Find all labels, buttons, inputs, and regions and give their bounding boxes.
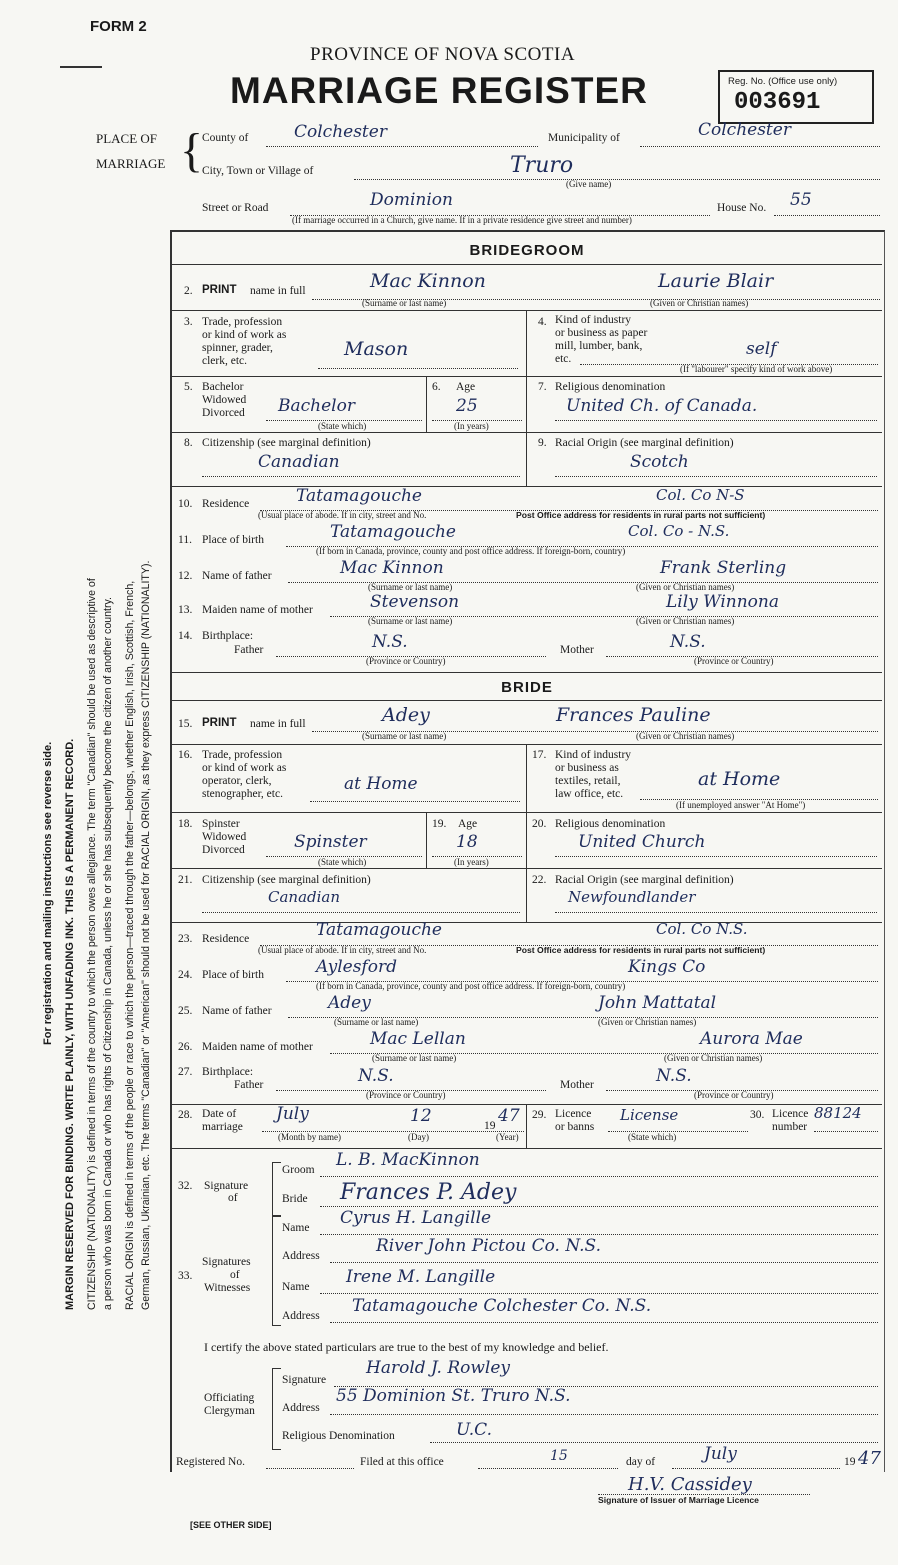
bride-racial-value: Newfoundlander xyxy=(568,888,696,906)
licence-label-2: or banns xyxy=(555,1121,595,1133)
place-of-label: PLACE OF xyxy=(96,131,158,146)
house-label: House No. xyxy=(717,202,767,214)
filed-year-prefix: 19 xyxy=(844,1456,856,1468)
bride-divorced-label: Divorced xyxy=(202,844,245,856)
licence-number-label-2: number xyxy=(772,1121,808,1133)
field-29-number: 29. xyxy=(532,1109,547,1121)
marriage-year: 47 xyxy=(498,1106,520,1126)
groom-bachelor-label: Bachelor xyxy=(202,381,244,393)
groom-bp-father: N.S. xyxy=(372,632,408,652)
field-16-number: 16. xyxy=(178,749,193,761)
give-name-hint: (Give name) xyxy=(566,179,612,189)
witness-2-name: Irene M. Langille xyxy=(346,1267,496,1287)
bride-trade-label-4: stenographer, etc. xyxy=(202,788,283,800)
page-title: MARRIAGE REGISTER xyxy=(230,70,648,111)
bride-residence-hint-a: (Usual place of abode. If in city, street and No. xyxy=(258,945,427,955)
groom-bp-mother: N.S. xyxy=(670,632,706,652)
field-30-number: 30. xyxy=(750,1109,765,1121)
bride-trade-value: at Home xyxy=(344,774,418,794)
clergy-denomination: U.C. xyxy=(456,1420,492,1440)
bride-birthplace-label: Birthplace: xyxy=(202,1066,254,1078)
groom-birth-value: Tatamagouche xyxy=(330,522,456,542)
bride-birth-value: Aylesford xyxy=(316,957,397,977)
groom-citizenship-value: Canadian xyxy=(258,452,340,472)
groom-industry-label-2: or business as paper xyxy=(555,327,648,339)
groom-age-value: 25 xyxy=(456,396,478,416)
w2-address-label: Address xyxy=(282,1310,320,1322)
bride-spinster-label: Spinster xyxy=(202,818,240,830)
witness-bracket xyxy=(272,1216,281,1326)
groom-birthplace-label: Birthplace: xyxy=(202,630,254,642)
margin-racial-2: German, Russian, Ukrainian, etc. The terms "Canadian" or "American" should not be used for RACIAL ORIGIN, as they express CITIZENSHIP (NATIONALITY). xyxy=(140,560,152,1310)
municipality-label: Municipality of xyxy=(548,132,620,144)
bride-birth-label: Place of birth xyxy=(202,969,264,981)
field-4-number: 4. xyxy=(538,316,547,328)
field-17-number: 17. xyxy=(532,749,547,761)
groom-birth-label: Place of birth xyxy=(202,534,264,546)
bride-racial-label: Racial Origin (see marginal definition) xyxy=(555,874,734,886)
bride-trade-label-2: or kind of work as xyxy=(202,762,287,774)
groom-residence-hint-a: (Usual place of abode. If in city, street and No. xyxy=(258,510,427,520)
reg-number: 003691 xyxy=(734,89,821,116)
date-label-2: marriage xyxy=(202,1121,243,1133)
bride-bp-father: N.S. xyxy=(358,1066,394,1086)
bride-age-label: Age xyxy=(458,818,478,830)
bride-mother-surname: Mac Lellan xyxy=(370,1029,466,1049)
field-33-number: 33. xyxy=(178,1270,193,1282)
witness-label-1: Signatures xyxy=(202,1256,251,1268)
bride-birth-hint: (If born in Canada, province, county and post office address. If foreign-born, country) xyxy=(316,981,626,991)
field-9-number: 9. xyxy=(538,437,547,449)
religious-denomination-label: Religious Denomination xyxy=(282,1430,395,1442)
bride-trade-label-1: Trade, profession xyxy=(202,749,283,761)
marriage-month: July xyxy=(276,1104,309,1124)
issuer-label: Signature of Issuer of Marriage Licence xyxy=(598,1495,759,1505)
filed-year: 47 xyxy=(858,1448,881,1469)
bride-bp-mother-label: Mother xyxy=(560,1079,594,1091)
witness-label-3: Witnesses xyxy=(204,1282,251,1294)
signature-label: Signature xyxy=(204,1180,249,1192)
groom-industry-label-3: mill, lumber, bank, xyxy=(555,340,643,352)
bride-signature: Frances P. Adey xyxy=(340,1180,517,1205)
bride-mother-given-hint: (Given or Christian names) xyxy=(664,1053,763,1063)
street-value: Dominion xyxy=(370,190,453,210)
field-27-number: 27. xyxy=(178,1066,193,1078)
bride-father-given-hint: (Given or Christian names) xyxy=(598,1017,697,1027)
witness-1-name: Cyrus H. Langille xyxy=(340,1208,492,1228)
date-label-1: Date of xyxy=(202,1108,237,1120)
w1-address-label: Address xyxy=(282,1250,320,1262)
groom-mother-label: Maiden name of mother xyxy=(202,604,313,616)
clergy-bracket xyxy=(272,1368,281,1450)
house-value: 55 xyxy=(790,190,812,210)
mother-given-hint: (Given or Christian names) xyxy=(636,616,735,626)
bride-industry-label-2: or business as xyxy=(555,762,619,774)
bride-father-surname-hint: (Surname or last name) xyxy=(334,1017,419,1027)
city-value: Truro xyxy=(510,153,574,178)
city-label: City, Town or Village of xyxy=(202,165,314,177)
bride-trade-label-3: operator, clerk, xyxy=(202,775,272,787)
month-hint: (Month by name) xyxy=(278,1132,341,1142)
bride-bp-father-label: Father xyxy=(234,1079,264,1091)
margin-binding-note: MARGIN RESERVED FOR BINDING. WRITE PLAINLY, WITH UNFADING INK. THIS IS A PERMANENT RECORD. xyxy=(64,738,76,1310)
day-hint: (Day) xyxy=(408,1132,429,1142)
bride-residence-county: Col. Co N.S. xyxy=(656,920,748,938)
field-18-number: 18. xyxy=(178,818,193,830)
groom-print-label: PRINT xyxy=(202,284,237,296)
bride-religion-label: Religious denomination xyxy=(555,818,666,830)
certify-statement: I certify the above stated particulars are true to the best of my knowledge and belief. xyxy=(204,1340,609,1354)
licence-number: 88124 xyxy=(814,1104,862,1122)
field-8-number: 8. xyxy=(184,437,193,449)
groom-industry-label-1: Kind of industry xyxy=(555,314,632,326)
field-15-number: 15. xyxy=(178,718,193,730)
bride-print-label: PRINT xyxy=(202,717,237,729)
groom-father-given: Frank Sterling xyxy=(660,558,787,578)
field-26-number: 26. xyxy=(178,1041,193,1053)
field-12-number: 12. xyxy=(178,570,193,582)
bride-industry-label-1: Kind of industry xyxy=(555,749,632,761)
filed-day: 15 xyxy=(550,1448,568,1464)
witness-label-2: of xyxy=(230,1269,240,1281)
groom-state-which: (State which) xyxy=(318,421,367,431)
groom-name-label: name in full xyxy=(250,285,306,297)
bride-surname: Adey xyxy=(382,704,430,726)
bride-residence-value: Tatamagouche xyxy=(316,920,442,940)
groom-residence-label: Residence xyxy=(202,498,250,510)
witness-1-address: River John Pictou Co. N.S. xyxy=(376,1236,601,1256)
bride-surname-hint: (Surname or last name) xyxy=(362,731,447,741)
field-13-number: 13. xyxy=(178,604,193,616)
groom-residence-county: Col. Co N-S xyxy=(656,486,745,504)
groom-status-value: Bachelor xyxy=(278,396,355,416)
licence-label-1: Licence xyxy=(555,1108,592,1120)
groom-industry-hint: (If "labourer" specify kind of work above) xyxy=(680,364,833,374)
groom-religion-label: Religious denomination xyxy=(555,381,666,393)
licence-state-which: (State which) xyxy=(628,1132,677,1142)
bride-bp-father-hint: (Province or Country) xyxy=(366,1090,446,1100)
bride-residence-hint-b: Post Office address for residents in rural parts not sufficient) xyxy=(516,945,766,955)
licence-or-banns: License xyxy=(620,1106,679,1124)
groom-residence-value: Tatamagouche xyxy=(296,486,422,506)
bride-birth-county: Kings Co xyxy=(628,957,706,977)
groom-age-hint: (In years) xyxy=(454,421,489,431)
field-2-number: 2. xyxy=(184,285,193,297)
bride-religion-value: United Church xyxy=(578,832,706,852)
bride-residence-label: Residence xyxy=(202,933,250,945)
groom-birth-hint: (If born in Canada, province, county and post office address. If foreign-born, country) xyxy=(316,546,626,556)
field-23-number: 23. xyxy=(178,933,193,945)
bride-age-hint: (In years) xyxy=(454,857,489,867)
field-10-number: 10. xyxy=(178,498,193,510)
bride-heading: BRIDE xyxy=(501,679,553,696)
issuer-signature: H.V. Cassidey xyxy=(628,1474,752,1495)
groom-mother-surname: Stevenson xyxy=(370,592,460,612)
year-prefix: 19 xyxy=(484,1120,496,1132)
groom-father-surname: Mac Kinnon xyxy=(340,558,444,578)
father-given-hint: (Given or Christian names) xyxy=(636,582,735,592)
marriage-label: MARRIAGE xyxy=(96,156,166,171)
clergy-signature: Harold J. Rowley xyxy=(366,1358,511,1378)
groom-given: Laurie Blair xyxy=(658,270,774,292)
bride-given-hint: (Given or Christian names) xyxy=(636,731,735,741)
reg-number-box xyxy=(718,70,874,124)
field-21-number: 21. xyxy=(178,874,193,886)
marriage-day: 12 xyxy=(410,1106,432,1126)
groom-bp-mother-hint: (Province or Country) xyxy=(694,656,774,666)
bride-father-given: John Mattatal xyxy=(598,993,717,1013)
groom-given-hint: (Given or Christian names) xyxy=(650,298,749,308)
groom-divorced-label: Divorced xyxy=(202,407,245,419)
w1-name-label: Name xyxy=(282,1222,310,1234)
witness-2-address: Tatamagouche Colchester Co. N.S. xyxy=(352,1296,652,1316)
sig-bracket xyxy=(272,1162,281,1216)
clergy-signature-label: Signature xyxy=(282,1374,327,1386)
clergy-address: 55 Dominion St. Truro N.S. xyxy=(336,1386,571,1406)
brace: { xyxy=(180,124,204,177)
bride-name-label: name in full xyxy=(250,718,306,730)
bride-industry-label-4: law office, etc. xyxy=(555,788,624,800)
bride-bp-mother: N.S. xyxy=(656,1066,692,1086)
bride-age-value: 18 xyxy=(456,832,478,852)
bride-bp-mother-hint: (Province or Country) xyxy=(694,1090,774,1100)
bride-status-value: Spinster xyxy=(294,832,367,852)
county-label: County of xyxy=(202,132,249,144)
signature-of-label: of xyxy=(228,1192,238,1204)
groom-sig-label: Groom xyxy=(282,1164,315,1176)
bride-father-label: Name of father xyxy=(202,1005,272,1017)
licence-number-label-1: Licence xyxy=(772,1108,809,1120)
bridegroom-heading: BRIDEGROOM xyxy=(469,242,585,259)
filed-label: Filed at this office xyxy=(360,1456,444,1468)
field-11-number: 11. xyxy=(178,534,192,546)
dash-mark xyxy=(60,66,102,68)
field-22-number: 22. xyxy=(532,874,547,886)
groom-surname: Mac Kinnon xyxy=(370,270,486,292)
bride-father-surname: Adey xyxy=(328,993,371,1013)
father-surname-hint: (Surname or last name) xyxy=(368,582,453,592)
county-value: Colchester xyxy=(294,122,387,142)
margin-racial-1: RACIAL ORIGIN is defined in terms of the people or race to which the person—traced through the father—belongs, whether English, Irish, Scottish, French, xyxy=(124,580,136,1310)
municipality-value: Colchester xyxy=(698,120,791,140)
bride-industry-value: at Home xyxy=(698,768,781,790)
mother-surname-hint: (Surname or last name) xyxy=(368,616,453,626)
bride-industry-hint: (If unemployed answer "At Home") xyxy=(676,800,806,810)
bride-citizenship-value: Canadian xyxy=(268,888,341,906)
groom-bp-father-label: Father xyxy=(234,644,264,656)
groom-citizenship-label: Citizenship (see marginal definition) xyxy=(202,437,371,449)
field-20-number: 20. xyxy=(532,818,547,830)
field-25-number: 25. xyxy=(178,1005,193,1017)
form-number: FORM 2 xyxy=(90,18,147,35)
groom-racial-value: Scotch xyxy=(630,452,689,472)
margin-instructions: For registration and mailing instructions see reverse side. xyxy=(42,741,54,1045)
bride-given: Frances Pauline xyxy=(556,704,711,726)
reg-box-label: Reg. No. (Office use only) xyxy=(728,76,838,87)
officiating-label: Officiating xyxy=(204,1392,255,1404)
groom-birth-county: Col. Co - N.S. xyxy=(628,522,730,540)
bride-sig-label: Bride xyxy=(282,1193,308,1205)
groom-trade-label-2: or kind of work as xyxy=(202,329,287,341)
field-28-number: 28. xyxy=(178,1109,193,1121)
bride-state-which: (State which) xyxy=(318,857,367,867)
margin-citizenship-2: a person who was born in Canada or who has rights of Citizenship in Canada, unless he or she has subsequently become the citizen of another country. xyxy=(102,597,114,1310)
groom-father-label: Name of father xyxy=(202,570,272,582)
groom-trade-label-3: spinner, grader, xyxy=(202,342,273,354)
filed-month: July xyxy=(704,1444,737,1464)
bride-citizenship-label: Citizenship (see marginal definition) xyxy=(202,874,371,886)
province-title: PROVINCE OF NOVA SCOTIA xyxy=(310,44,576,65)
margin-citizenship-1: CITIZENSHIP (NATIONALITY) is defined in terms of the country to which the person owes allegiance. The term "Canadian" should be used as descriptive of xyxy=(86,578,98,1310)
groom-mother-given: Lily Winnona xyxy=(666,592,779,612)
clergy-address-label: Address xyxy=(282,1402,320,1414)
street-label: Street or Road xyxy=(202,202,269,214)
groom-racial-label: Racial Origin (see marginal definition) xyxy=(555,437,734,449)
field-32-number: 32. xyxy=(178,1180,193,1192)
registered-no-label: Registered No. xyxy=(176,1456,245,1468)
clergyman-label: Clergyman xyxy=(204,1405,255,1417)
field-19-number: 19. xyxy=(432,818,447,830)
street-note: (If marriage occurred in a Church, give name. If in a private residence give street and number) xyxy=(292,215,632,225)
groom-age-label: Age xyxy=(456,381,476,393)
w2-name-label: Name xyxy=(282,1281,310,1293)
bride-mother-label: Maiden name of mother xyxy=(202,1041,313,1053)
field-7-number: 7. xyxy=(538,381,547,393)
field-24-number: 24. xyxy=(178,969,193,981)
groom-industry-label-4: etc. xyxy=(555,353,572,365)
groom-trade-value: Mason xyxy=(344,338,409,360)
bride-mother-surname-hint: (Surname or last name) xyxy=(372,1053,457,1063)
see-other-side: [SEE OTHER SIDE] xyxy=(190,1520,272,1530)
groom-surname-hint: (Surname or last name) xyxy=(362,298,447,308)
groom-widowed-label: Widowed xyxy=(202,394,247,406)
field-5-number: 5. xyxy=(184,381,193,393)
groom-trade-label-4: clerk, etc. xyxy=(202,355,248,367)
field-3-number: 3. xyxy=(184,316,193,328)
groom-trade-label-1: Trade, profession xyxy=(202,316,283,328)
groom-industry-value: self xyxy=(746,339,777,359)
field-14-number: 14. xyxy=(178,630,193,642)
bride-widowed-label: Widowed xyxy=(202,831,247,843)
groom-religion-value: United Ch. of Canada. xyxy=(566,396,758,416)
groom-bp-father-hint: (Province or Country) xyxy=(366,656,446,666)
groom-signature: L. B. MacKinnon xyxy=(336,1150,480,1170)
year-hint: (Year) xyxy=(496,1132,519,1142)
bride-industry-label-3: textiles, retail, xyxy=(555,775,621,787)
groom-residence-hint-b: Post Office address for residents in rural parts not sufficient) xyxy=(516,510,766,520)
bride-mother-given: Aurora Mae xyxy=(700,1029,803,1049)
groom-bp-mother-label: Mother xyxy=(560,644,594,656)
day-of-label: day of xyxy=(626,1456,656,1468)
field-6-number: 6. xyxy=(432,381,441,393)
